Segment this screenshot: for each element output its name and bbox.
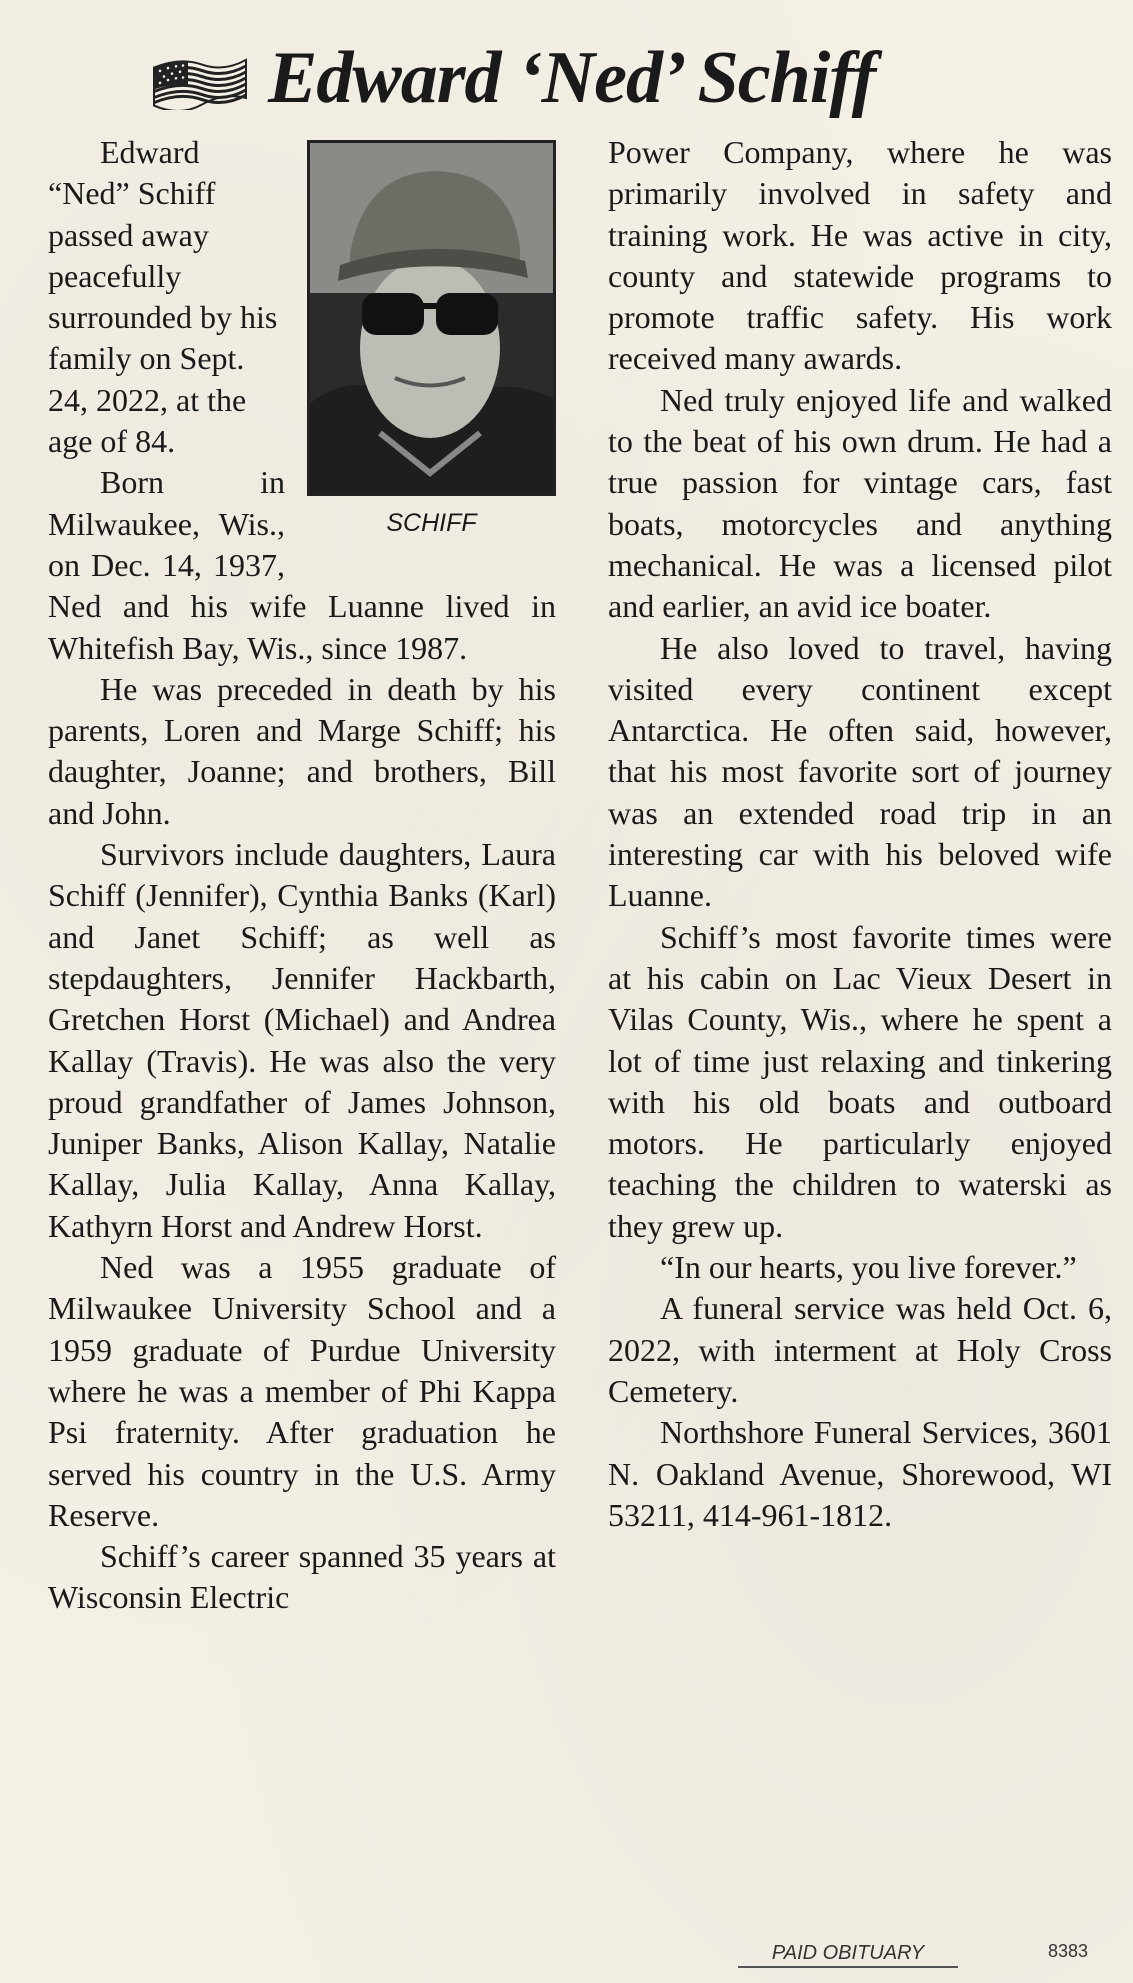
right-column (608, 132, 1112, 1536)
portrait-photo-box (307, 140, 556, 540)
paragraph: He was preceded in death by his parents, Loren and Marge Schiff; his daughter, Joanne; and brothers, Bill and John. (48, 670, 556, 831)
paragraph: Born in Milwaukee, Wis., on Dec. 14, 1937, Ned and his wife Luanne lived in Whitefish Bay, Wis., since 1987. (48, 464, 556, 666)
paragraph: Northshore Funeral Services, 3601 N. Oakland Avenue, Shorewood, WI 53211, 414-961-1812. (608, 1414, 1112, 1533)
paragraph: Ned truly enjoyed life and walked to the beat of his own drum. He had a true passion for vintage cars, fast boats, motorcycles and anything mechanical. He was a licensed pilot and earlier, an avid ice boater. (608, 381, 1112, 625)
paragraph: Ned was a 1955 graduate of Milwaukee University School and a 1959 graduate of Purdue University where he was a member of Phi Kappa Psi fraternity. After graduation he served his country in the U.S. Army Reserve. (48, 1249, 556, 1533)
photo-caption: SCHIFF (386, 509, 477, 537)
obituary-title: Edward ‘Ned’ Schiff (268, 37, 876, 119)
paragraph: Schiff’s most favorite times were at his cabin on Lac Vieux Desert in Vilas County, Wis., where he spent a lot of time just relaxing and tinkering with his old boats and outboard motors. He particularly enjoyed teaching the children to waterski as they grew up. (608, 918, 1112, 1244)
paragraph: “In our hearts, you live forever.” (660, 1249, 1077, 1286)
paid-obituary-tag: PAID OBITUARY (738, 1940, 958, 1968)
paragraph: Survivors include daughters, Laura Schiff (Jennifer), Cynthia Banks (Karl) and Janet Schiff; as well as stepdaughters, Jennifer Hackbarth, Gretchen Horst (Michael) and Andrea Kallay (Travis). He was also the very proud grandfather of James Johnson, Juniper Banks, Alison Kallay, Natalie Kallay, Julia Kallay, Anna Kallay, Kathyrn Horst and Andrew Horst. (48, 836, 556, 1244)
left-column (48, 132, 556, 1619)
portrait-photo (307, 140, 556, 496)
ad-code: 8383 (1048, 1941, 1089, 1961)
paragraph: He also loved to travel, having visited every continent except Antarctica. He often said, however, that his most favorite sort of journey was an extended road trip in an interesting car with his beloved wife Luanne. (608, 629, 1112, 914)
paragraph: Edward “Ned” Schiff passed away peacefully surrounded by his family on Sept. 24, 2022, at the age of 84. (48, 134, 278, 460)
paragraph: Power Company, where he was primarily involved in safety and training work. He was active in city, county and statewide programs to promote traffic safety. His work received many awards. (608, 134, 1112, 377)
paragraph: Schiff’s career spanned 35 years at Wisconsin Electric (48, 1538, 556, 1616)
american-flag-icon (150, 52, 250, 110)
paragraph: A funeral service was held Oct. 6, 2022, with interment at Holy Cross Cemetery. (608, 1290, 1112, 1409)
